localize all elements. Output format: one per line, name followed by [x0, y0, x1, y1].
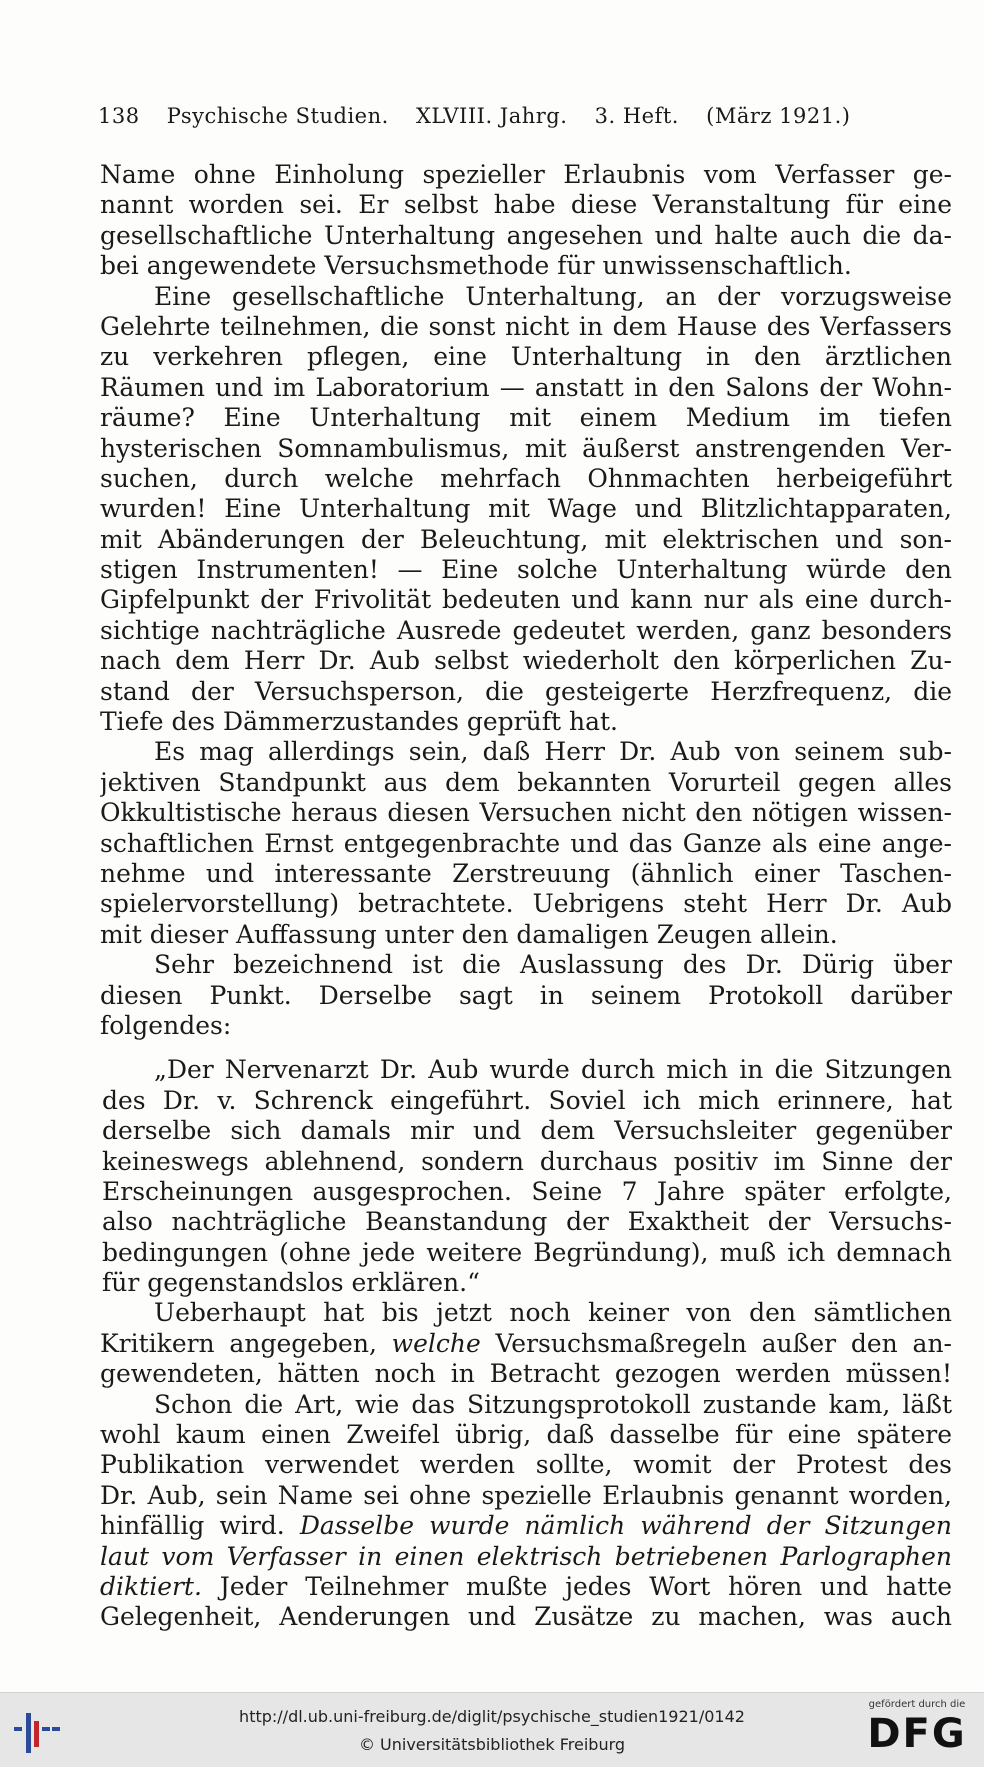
text-line: sichtige nachträgliche Ausrede gedeutet werden, ganz besonders — [100, 615, 952, 645]
text-line: jektiven Standpunkt aus dem bekannten Vorurteil gegen alles — [100, 767, 952, 797]
text-line: Publikation verwendet werden sollte, womit der Protest des — [100, 1450, 952, 1480]
text-line: nach dem Herr Dr. Aub selbst wiederholt den körperlichen Zu- — [100, 646, 952, 676]
text-line — [100, 1572, 952, 1602]
quote-line: bedingungen (ohne jede weitere Begründung), muß ich demnach — [102, 1237, 952, 1267]
quote-line: des Dr. v. Schrenck eingeführt. Soviel ich mich erinnere, hat — [102, 1085, 952, 1115]
text-line: wurden! Eine Unterhaltung mit Wage und Blitzlichtapparaten, — [100, 494, 952, 524]
text-line: diesen Punkt. Derselbe sagt in seinem Protokoll darüber — [100, 980, 952, 1010]
text-fragment: hinfällig wird. — [100, 1511, 285, 1541]
quote-line: Erscheinungen ausgesprochen. Seine 7 Jahre später erfolgte, — [102, 1176, 952, 1206]
quote-line: also nachträgliche Beanstandung der Exaktheit der Versuchs- — [102, 1207, 952, 1237]
text-line: zu verkehren pflegen, eine Unterhaltung in den ärztlichen — [100, 342, 952, 372]
text-line: folgendes: — [100, 1010, 232, 1040]
text-line: Ueberhaupt hat bis jetzt noch keiner von den sämtlichen — [154, 1298, 952, 1328]
text-line: schaftlichen Ernst entgegenbrachte und das Ganze als eine ange- — [100, 828, 952, 858]
text-line: nehme und interessante Zerstreuung (ähnlich einer Taschen- — [100, 858, 952, 888]
page-number: 138 — [98, 104, 140, 128]
quote-line: keineswegs ablehnend, sondern durchaus positiv im Sinne der — [102, 1146, 952, 1176]
dfg-caption: gefördert durch die — [868, 1699, 966, 1710]
text-line: Schon die Art, wie das Sitzungsprotokoll zustande kam, läßt — [154, 1389, 952, 1419]
text-line — [100, 1329, 952, 1359]
dfg-logo-text: DFG — [867, 1711, 967, 1757]
text-line: bei angewendete Versuchsmethode für unwissenschaftlich. — [100, 251, 852, 281]
text-line: Okkultistische heraus diesen Versuchen nicht den nötigen wissen- — [100, 798, 952, 828]
italic-fragment: Dasselbe wurde nämlich während der Sitzungen — [299, 1511, 952, 1541]
quote-line: derselbe sich damals mir und dem Versuchsleiter gegenüber — [102, 1116, 952, 1146]
text-fragment: Jeder Teilnehmer mußte jedes Wort hören und hatte — [219, 1571, 952, 1601]
viewer-footer — [0, 1692, 984, 1767]
text-line: stigen Instrumenten! — Eine solche Unterhaltung würde den — [100, 555, 952, 585]
text-line: nannt worden sei. Er selbst habe diese Veranstaltung für eine — [100, 190, 952, 220]
text-line: gewendeten, hätten noch in Betracht gezogen werden müssen! — [100, 1359, 952, 1389]
text-line: Eine gesellschaftliche Unterhaltung, an der vorzugsweise — [154, 281, 952, 311]
text-line: Gelehrte teilnehmen, die sonst nicht in dem Hause des Verfassers — [100, 311, 952, 341]
text-line: räume? Eine Unterhaltung mit einem Medium im tiefen — [100, 403, 952, 433]
text-fragment: Kritikern angegeben, — [100, 1328, 377, 1358]
text-line: gesellschaftliche Unterhaltung angesehen und halte auch die da- — [100, 220, 952, 250]
running-header — [98, 104, 898, 128]
issue-label: 3. Heft. — [594, 104, 679, 128]
issue-date: (März 1921.) — [706, 104, 851, 128]
text-line: Tiefe des Dämmerzustandes geprüft hat. — [100, 707, 618, 737]
text-line: wohl kaum einen Zweifel übrig, daß dasselbe für eine spätere — [100, 1420, 952, 1450]
text-line: Es mag allerdings sein, daß Herr Dr. Aub von seinem sub- — [154, 737, 952, 767]
italic-fragment: welche — [391, 1328, 481, 1358]
italic-fragment: diktiert. — [100, 1571, 202, 1601]
text-line: mit Abänderungen der Beleuchtung, mit elektrischen und son- — [100, 524, 952, 554]
text-line: Sehr bezeichnend ist die Auslassung des Dr. Dürig über — [154, 950, 952, 980]
body-text — [100, 160, 952, 1633]
text-line: mit dieser Auffassung unter den damaligen Zeugen allein. — [100, 919, 838, 949]
copyright-notice: © Universitätsbibliothek Freiburg — [358, 1735, 626, 1754]
text-line: Dr. Aub, sein Name sei ohne spezielle Erlaubnis genannt worden, — [100, 1480, 952, 1510]
text-line: Gipfelpunkt der Frivolität bedeuten und kann nur als eine durch- — [100, 585, 952, 615]
permalink-url[interactable]: http://dl.ub.uni-freiburg.de/diglit/psychische_studien1921/0142 — [239, 1707, 745, 1726]
text-line: Name ohne Einholung spezieller Erlaubnis vom Verfasser ge- — [100, 160, 952, 189]
quote-line: für gegenstandslos erklären.“ — [102, 1268, 480, 1298]
text-line: hysterischen Somnambulismus, mit äußerst anstrengenden Ver- — [100, 433, 952, 463]
text-line: Gelegenheit, Aenderungen und Zusätze zu machen, was auch — [100, 1602, 952, 1632]
text-line — [100, 1511, 952, 1541]
journal-title: Psychische Studien. — [166, 104, 389, 128]
text-line: Räumen und im Laboratorium — anstatt in den Salons der Wohn- — [100, 372, 952, 402]
text-line: spielervorstellung) betrachtete. Uebrigens steht Herr Dr. Aub — [100, 889, 952, 919]
volume-label: XLVIII. Jahrg. — [415, 104, 568, 128]
italic-line: laut vom Verfasser in einen elektrisch betriebenen Parlographen — [100, 1541, 952, 1571]
quote-line: „Der Nervenarzt Dr. Aub wurde durch mich in die Sitzungen — [154, 1055, 952, 1085]
text-line: stand der Versuchsperson, die gesteigerte Herzfrequenz, die — [100, 676, 952, 706]
text-fragment: Versuchsmaßregeln außer den an- — [495, 1328, 952, 1358]
text-line: suchen, durch welche mehrfach Ohnmachten herbeigeführt — [100, 463, 952, 493]
dfg-logo-icon — [862, 1699, 972, 1763]
